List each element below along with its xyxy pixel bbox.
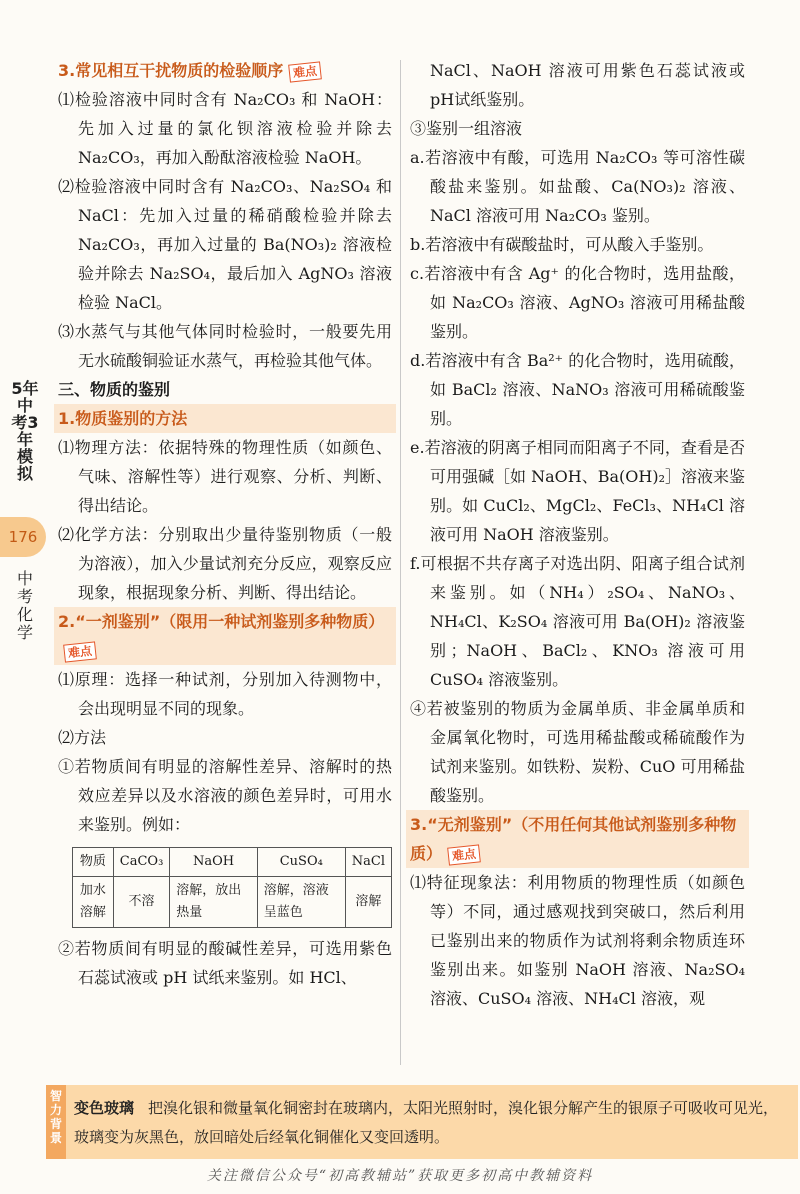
paragraph: ②若物质间有明显的酸碱性差异，可选用紫色石蕊试液或 pH 试纸来鉴别。如 HCl、 [58,939,392,987]
table-header-row [73,848,392,877]
paragraph: ⑴原理：选择一种试剂，分别加入待测物中，会出现明显不同的现象。 [58,670,392,718]
paragraph: NaCl、NaOH 溶液可用紫色石蕊试液或 pH试纸鉴别。 [430,61,745,109]
table-cell: NaCl [345,848,391,877]
table-row [73,877,392,928]
paragraph: ⑴物理方法：依据特殊的物理性质（如颜色、气味、溶解性等）进行观察、分析、判断、得出结论。 [58,438,392,515]
paragraph: ⑴特征现象法：利用物质的物理性质（如颜色等）不同，通过感观找到突破口，然后利用已鉴别出来的物质作为试剂将剩余物质连环鉴别出来。如鉴别 NaOH 溶液、Na₂SO₄ 溶液、CuSO₄ 溶液、NH₄Cl 溶液，观 [410,873,745,1008]
heading-no-reagent: 3.“无剂鉴别”（不用任何其他试剂鉴别多种物质） 难点 [406,810,749,868]
paragraph: ⑴检验溶液中同时含有 Na₂CO₃ 和 NaOH：先加入过量的氯化钡溶液检验并除去Na₂CO₃，再加入酚酞溶液检验 NaOH。 [58,90,392,167]
left-column [58,56,392,992]
paragraph: a.若溶液中有酸，可选用 Na₂CO₃ 等可溶性碳酸盐来鉴别。如盐酸、Ca(NO₃)₂ 溶液、NaCl 溶液可用 Na₂CO₃ 鉴别。 [410,148,745,225]
paragraph: ③鉴别一组溶液 [410,119,523,138]
paragraph: ⑶水蒸气与其他气体同时检验时，一般要先用无水硫酸铜验证水蒸气，再检验其他气体。 [58,322,392,370]
table-cell: 不溶 [113,877,170,928]
table-cell: 溶解 [345,877,391,928]
paragraph: f.可根据不共存离子对选出阴、阳离子组合试剂来鉴别。如（NH₄）₂SO₄、NaNO₃、NH₄Cl、K₂SO₄ 溶液可用 Ba(OH)₂ 溶液鉴别；NaOH、BaCl₂、KNO₃ 溶液可用 CuSO₄ 溶液鉴别。 [410,554,745,689]
table-cell: 加水溶解 [73,877,114,928]
column-divider [400,60,401,1065]
solubility-table [72,847,392,928]
paragraph: b.若溶液中有碳酸盐时，可从酸入手鉴别。 [410,235,714,254]
box-label: 智力背景 [46,1085,66,1159]
subject-title: 中考化学 [16,569,33,642]
bottom-note: 关注微信公众号“初高教辅站”获取更多初高中教辅资料 [206,1168,594,1184]
heading-interference-order: 3.常见相互干扰物质的检验顺序 难点 [58,56,392,85]
table-cell: CaCO₃ [113,848,170,877]
heading-one-reagent: 2.“一剂鉴别”（限用一种试剂鉴别多种物质）难点 [54,607,396,665]
paragraph: ⑵化学方法：分别取出少量待鉴别物质（一般为溶液），加入少量试剂充分反应，观察反应现象，根据现象分析、判断、得出结论。 [58,525,392,602]
box-body: 把溴化银和微量氧化铜密封在玻璃内，太阳光照射时，溴化银分解产生的银原子可吸收可见光，玻璃变为灰黑色，放回暗处后经氧化铜催化又变回透明。 [74,1099,779,1146]
difficulty-tag: 难点 [447,844,481,865]
heading-methods: 1.物质鉴别的方法 [54,404,396,433]
table-cell: 溶解，溶液呈蓝色 [257,877,345,928]
paragraph: c.若溶液中有含 Ag⁺ 的化合物时，选用盐酸，如 Na₂CO₃ 溶液、AgNO₃ 溶液可用稀盐酸鉴别。 [410,264,745,341]
table-cell: 物质 [73,848,114,877]
page-number: 176 [0,517,46,557]
section-heading: 三、物质的鉴别 [58,380,171,399]
paragraph: d.若溶液中有含 Ba²⁺ 的化合物时，选用硫酸，如 BaCl₂ 溶液、NaNO₃ 溶液可用稀硫酸鉴别。 [410,351,745,428]
table-cell: 溶解，放出热量 [170,877,258,928]
paragraph: ⑵方法 [58,728,107,747]
side-tab [0,0,46,1194]
box-title: 变色玻璃 [74,1099,135,1117]
box-text [74,1094,786,1152]
right-column [410,56,745,1013]
difficulty-tag: 难点 [288,61,322,82]
paragraph: ①若物质间有明显的溶解性差异、溶解时的热效应差异以及水溶液的颜色差异时，可用水来鉴别。例如： [58,757,392,834]
paragraph: ⑵检验溶液中同时含有 Na₂CO₃、Na₂SO₄ 和NaCl：先加入过量的稀硝酸检验并除去Na₂CO₃，再加入过量的 Ba(NO₃)₂ 溶液检验并除去 Na₂SO₄，最后加入 AgNO₃ 溶液检验 NaCl。 [58,177,392,312]
table-cell: CuSO₄ [257,848,345,877]
paragraph: ④若被鉴别的物质为金属单质、非金属单质和金属氧化物时，可选用稀盐酸或稀硫酸作为试剂来鉴别。如铁粉、炭粉、CuO 可用稀盐酸鉴别。 [410,699,745,805]
paragraph: e.若溶液的阴离子相同而阳离子不同，查看是否可用强碱［如 NaOH、Ba(OH)₂］溶液来鉴别。如 CuCl₂、MgCl₂、FeCl₃、NH₄Cl 溶液可用 NaOH 溶液鉴别。 [410,438,745,544]
intelligence-background-box [46,1085,798,1159]
table-cell: NaOH [170,848,258,877]
difficulty-tag: 难点 [63,641,97,662]
series-title: 5年中考3年模拟 [11,379,39,483]
